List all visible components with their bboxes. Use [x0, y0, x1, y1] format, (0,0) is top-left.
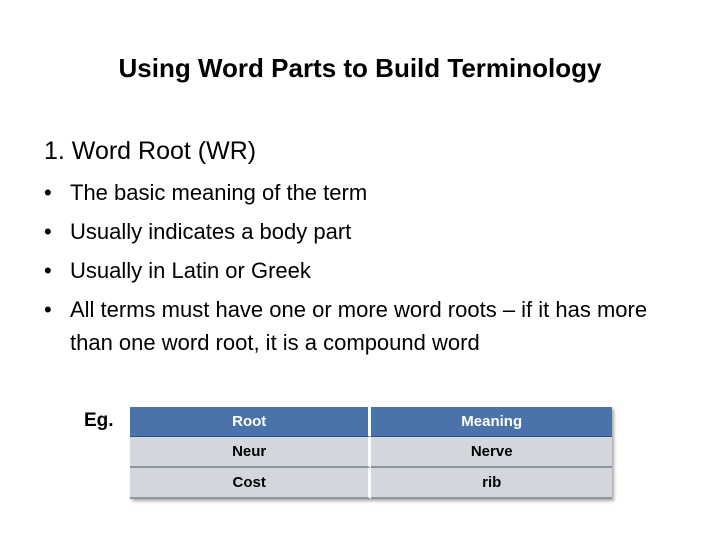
slide-title: Using Word Parts to Build Terminology	[118, 53, 602, 83]
bullet-item	[44, 215, 684, 248]
bullet-marker: •	[44, 258, 52, 283]
column-header-meaning: Meaning	[371, 407, 612, 437]
example-label: Eg.	[84, 410, 114, 431]
table-row	[130, 437, 612, 468]
section-heading: 1. Word Root (WR)	[44, 137, 257, 165]
bullet-list	[44, 176, 684, 365]
table-cell-root: Neur	[130, 437, 371, 468]
bullet-marker: •	[44, 297, 52, 322]
bullet-text: The basic meaning of the term	[70, 180, 368, 205]
bullet-marker: •	[44, 219, 52, 244]
table-row	[130, 468, 612, 499]
table-cell-meaning: Nerve	[371, 437, 612, 468]
bullet-marker: •	[44, 180, 52, 205]
bullet-text: Usually in Latin or Greek	[70, 258, 311, 283]
bullet-text: Usually indicates a body part	[70, 219, 352, 244]
word-root-table	[130, 407, 612, 499]
column-header-root: Root	[130, 407, 371, 437]
table-cell-root: Cost	[130, 468, 371, 499]
bullet-item	[44, 254, 684, 287]
table-cell-meaning: rib	[371, 468, 612, 499]
table-header-row	[130, 407, 612, 437]
bullet-item	[44, 176, 684, 209]
bullet-text: All terms must have one or more word roots – if it has more than one word root, it is a compound word	[70, 297, 648, 355]
bullet-item	[44, 293, 684, 359]
